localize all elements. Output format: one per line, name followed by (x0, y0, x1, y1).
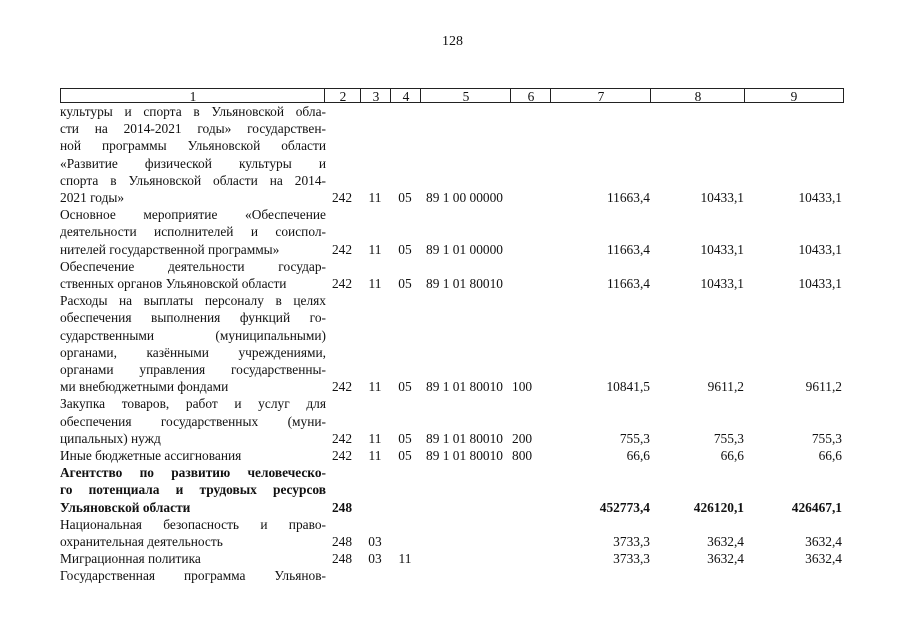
cell-c4: 05 (398, 448, 412, 464)
cell-c8: 9611,2 (707, 379, 744, 395)
header-col-7: 7 (597, 89, 605, 104)
cell-c2: 242 (331, 190, 353, 206)
cell-c3: 11 (368, 241, 382, 257)
description-line: спорта в Ульяновской области на 2014- (60, 172, 326, 188)
description-line: Закупка товаров, работ и услуг для (60, 396, 326, 412)
row-description (60, 516, 326, 550)
table-row (60, 550, 844, 567)
description-line: Обеспечение деятельности государ- (60, 258, 326, 274)
cell-c2: 248 (331, 551, 353, 567)
description-line: ственных органов Ульяновской области (60, 276, 287, 292)
cell-c4: 11 (398, 551, 412, 567)
cell-c3: 11 (368, 448, 382, 464)
header-col-8: 8 (694, 89, 702, 104)
cell-c7: 11663,4 (606, 276, 650, 292)
table-row (60, 103, 844, 206)
description-line: культуры и спорта в Ульяновской обла- (60, 104, 326, 119)
description-line: нителей государственной программы» (60, 241, 280, 257)
description-line: деятельности исполнителей и соиспол- (60, 224, 326, 240)
page-number: 128 (442, 34, 463, 49)
cell-c3: 11 (368, 430, 382, 446)
cell-c7: 755,3 (619, 430, 650, 446)
table-row (60, 206, 844, 258)
row-description (60, 206, 326, 258)
cell-c7: 452773,4 (599, 499, 650, 515)
cell-c5: 89 1 00 00000 (426, 190, 503, 206)
cell-c4: 05 (398, 430, 412, 446)
cell-c8: 10433,1 (700, 276, 744, 292)
row-description (60, 258, 326, 292)
description-line: обеспечения выполнения функций го- (60, 310, 326, 326)
description-line: Иные бюджетные ассигнования (60, 448, 242, 464)
description-line: Агентство по развитию человеческо- (60, 465, 326, 481)
table-row (60, 447, 844, 464)
cell-c8: 10433,1 (700, 190, 744, 206)
cell-c2: 242 (331, 241, 353, 257)
cell-c2: 248 (331, 499, 353, 515)
cell-c8: 3632,4 (707, 534, 744, 550)
description-line: ми внебюджетными фондами (60, 379, 229, 395)
header-separator (650, 89, 651, 102)
cell-c7: 66,6 (626, 448, 650, 464)
cell-c9: 10433,1 (798, 276, 842, 292)
cell-c8: 66,6 (720, 448, 744, 464)
description-line: «Развитие физической культуры и (60, 155, 326, 171)
row-description (60, 103, 326, 206)
cell-c9: 755,3 (811, 430, 842, 446)
cell-c8: 10433,1 (700, 241, 744, 257)
header-col-5: 5 (462, 89, 470, 104)
cell-c3: 03 (368, 534, 382, 550)
cell-c5: 89 1 01 80010 (426, 448, 503, 464)
header-col-1: 1 (189, 89, 197, 104)
table-row (60, 258, 844, 292)
description-line: Миграционная политика (60, 551, 201, 567)
header-separator (324, 89, 325, 102)
cell-c5: 89 1 01 80010 (426, 379, 503, 395)
description-line: сударственными (муниципальными) (60, 327, 326, 343)
row-description (60, 395, 326, 447)
description-line: ципальных) нужд (60, 430, 161, 446)
table-row (60, 567, 844, 584)
description-line: обеспечения государственных (муни- (60, 413, 326, 429)
cell-c9: 10433,1 (798, 241, 842, 257)
table-row (60, 292, 844, 395)
cell-c7: 3733,3 (613, 551, 650, 567)
cell-c6: 800 (512, 448, 533, 464)
description-line: го потенциала и трудовых ресурсов (60, 482, 326, 498)
cell-c6: 200 (512, 430, 533, 446)
cell-c5: 89 1 01 80010 (426, 430, 503, 446)
cell-c3: 11 (368, 379, 382, 395)
cell-c4: 05 (398, 190, 412, 206)
cell-c6: 100 (512, 379, 533, 395)
cell-c9: 3632,4 (805, 534, 842, 550)
row-description (60, 464, 326, 516)
description-line: Государственная программа Ульянов- (60, 568, 326, 584)
cell-c9: 426467,1 (791, 499, 842, 515)
cell-c9: 66,6 (818, 448, 842, 464)
header-separator (550, 89, 551, 102)
cell-c3: 11 (368, 190, 382, 206)
cell-c7: 3733,3 (613, 534, 650, 550)
table-row (60, 464, 844, 516)
cell-c3: 03 (368, 551, 382, 567)
header-col-9: 9 (790, 89, 798, 104)
cell-c4: 05 (398, 241, 412, 257)
cell-c8: 426120,1 (693, 499, 744, 515)
header-separator (420, 89, 421, 102)
cell-c7: 10841,5 (606, 379, 650, 395)
cell-c3: 11 (368, 276, 382, 292)
description-line: сти на 2014-2021 годы» государствен- (60, 121, 326, 137)
table-row (60, 516, 844, 550)
cell-c8: 3632,4 (707, 551, 744, 567)
row-description (60, 567, 326, 584)
description-line: Ульяновской области (60, 499, 191, 515)
description-line: Национальная безопасность и право- (60, 516, 326, 532)
cell-c2: 242 (331, 276, 353, 292)
cell-c2: 242 (331, 379, 353, 395)
header-separator (360, 89, 361, 102)
row-description (60, 447, 326, 464)
description-line: Основное мероприятие «Обеспечение (60, 207, 326, 223)
cell-c4: 05 (398, 276, 412, 292)
table-body (60, 103, 844, 585)
cell-c9: 10433,1 (798, 190, 842, 206)
row-description (60, 550, 326, 567)
description-line: 2021 годы» (60, 190, 125, 206)
row-description (60, 292, 326, 395)
header-separator (744, 89, 745, 102)
cell-c7: 11663,4 (606, 190, 650, 206)
header-separator (510, 89, 511, 102)
header-col-6: 6 (527, 89, 535, 104)
header-col-3: 3 (372, 89, 380, 104)
cell-c5: 89 1 01 80010 (426, 276, 503, 292)
cell-c2: 242 (331, 430, 353, 446)
cell-c9: 9611,2 (805, 379, 842, 395)
header-col-2: 2 (339, 89, 347, 104)
cell-c2: 248 (331, 534, 353, 550)
description-line: ной программы Ульяновской области (60, 138, 326, 154)
header-col-4: 4 (402, 89, 410, 104)
cell-c7: 11663,4 (606, 241, 650, 257)
header-separator (390, 89, 391, 102)
cell-c8: 755,3 (713, 430, 744, 446)
table-header-row (60, 88, 844, 103)
description-line: Расходы на выплаты персоналу в целях (60, 293, 326, 309)
description-line: органами, казёнными учреждениями, (60, 344, 326, 360)
cell-c5: 89 1 01 00000 (426, 241, 503, 257)
table-row (60, 395, 844, 447)
description-line: охранительная деятельность (60, 534, 223, 550)
budget-table (60, 88, 844, 585)
description-line: органами управления государственны- (60, 362, 326, 378)
cell-c9: 3632,4 (805, 551, 842, 567)
cell-c2: 242 (331, 448, 353, 464)
cell-c4: 05 (398, 379, 412, 395)
